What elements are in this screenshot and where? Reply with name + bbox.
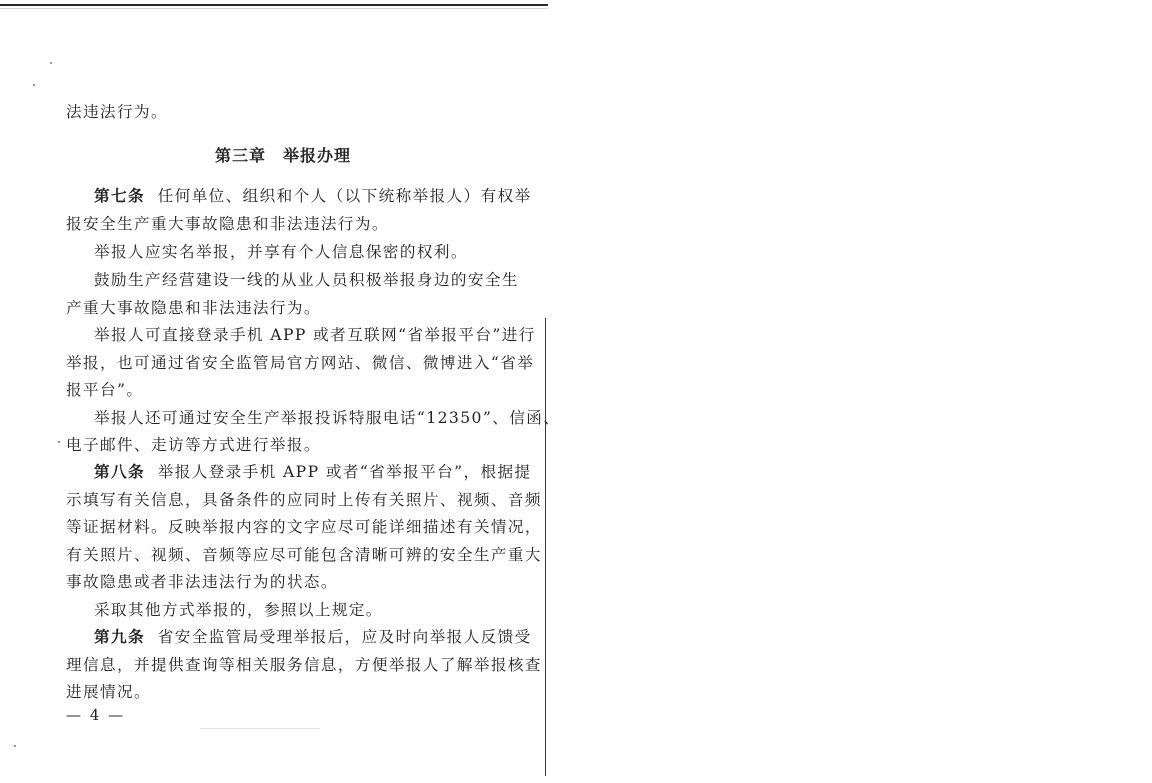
text-line: 举报人应实名举报，并享有个人信息保密的权利。	[94, 243, 468, 261]
text-line: 报安全生产重大事故隐患和非法违法行为。	[66, 215, 389, 233]
scan-artifact	[200, 728, 320, 729]
article-8-label: 第八条	[94, 462, 145, 481]
text-line: 法违法行为。	[66, 103, 168, 121]
text-line: 进展情况。	[66, 683, 151, 701]
text-line: 有关照片、视频、音频等应尽可能包含清晰可辨的安全生产重大	[66, 546, 542, 564]
text-line: 电子邮件、走访等方式进行举报。	[66, 436, 321, 454]
text-line: 举报人还可通过安全生产举报投诉特服电话“12350”、信函、	[94, 409, 561, 427]
page-number: — 4 —	[66, 706, 126, 724]
document-page	[0, 0, 561, 783]
text-line: 事故隐患或者非法违法行为的状态。	[66, 573, 338, 591]
article-9-text: 省安全监管局受理举报后，应及时向举报人反馈受	[157, 628, 532, 646]
text-line: 等证据材料。反映举报内容的文字应尽可能详细描述有关情况，	[66, 518, 542, 536]
article-9-label: 第九条	[94, 627, 145, 646]
article-8-line	[94, 462, 532, 482]
text-line: 举报人可直接登录手机 APP 或者互联网“省举报平台”进行	[94, 326, 536, 344]
text-line: 理信息，并提供查询等相关服务信息，方便举报人了解举报核查	[66, 656, 542, 674]
text-line: 鼓励生产经营建设一线的从业人员积极举报身边的安全生	[94, 271, 519, 289]
article-7-label: 第七条	[94, 186, 145, 205]
text-line: 示填写有关信息，具备条件的应同时上传有关照片、视频、音频	[66, 491, 542, 509]
chapter-title: 第三章 举报办理	[215, 146, 352, 165]
article-8-text: 举报人登录手机 APP 或者“省举报平台”，根据提	[157, 463, 532, 481]
text-line: 举报，也可通过省安全监管局官方网站、微信、微博进入“省举	[66, 354, 535, 372]
article-9-line	[94, 627, 532, 647]
text-line: 产重大事故隐患和非法违法行为。	[66, 299, 321, 317]
article-7-line	[94, 186, 532, 206]
text-line: 采取其他方式举报的，参照以上规定。	[94, 601, 383, 619]
text-line: 报平台”。	[66, 381, 144, 399]
article-7-text: 任何单位、组织和个人（以下统称举报人）有权举	[157, 187, 532, 205]
